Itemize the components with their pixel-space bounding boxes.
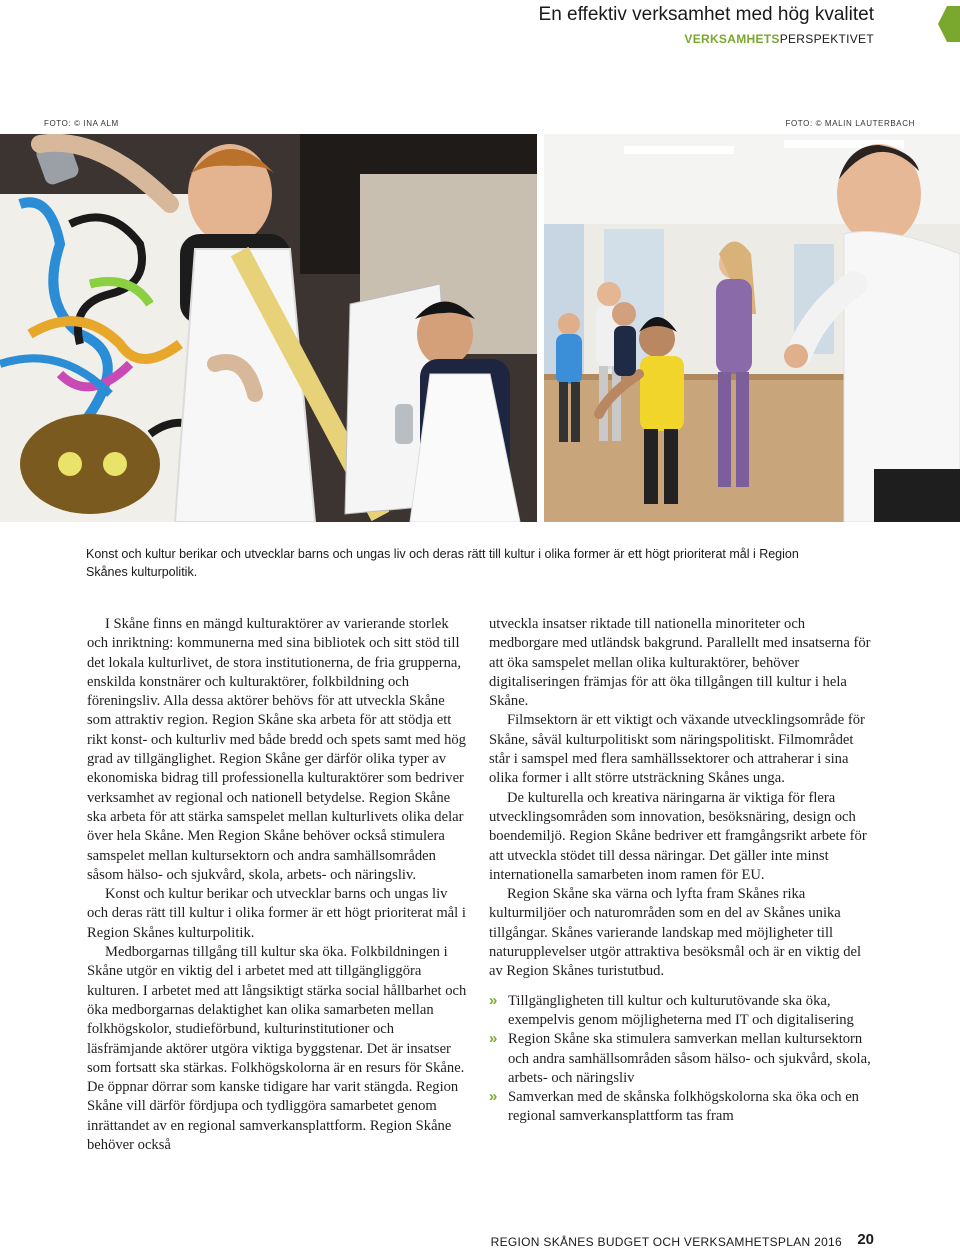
body-paragraph: Filmsektorn är ett viktigt och växande utvecklingsområde för Skåne, såväl kulturpolitiskt som näringspolitiskt. Filmområdet står i samspel med flera samhällssektorer och attraherar i sina olika former i allt större utsträckning Skånes unga. bbox=[489, 712, 865, 787]
photo-dance-class bbox=[544, 134, 960, 522]
footer-text: REGION SKÅNES BUDGET OCH VERKSAMHETSPLAN 2016 bbox=[490, 1235, 842, 1249]
section-label-accent: VERKSAMHETS bbox=[684, 32, 780, 46]
hexagon-badge-icon bbox=[932, 6, 960, 42]
body-column-left bbox=[87, 615, 467, 1155]
list-item bbox=[489, 1030, 877, 1088]
body-paragraph: Konst och kultur berikar och utvecklar barns och ungas liv och deras rätt till kultur i olika former är ett högt prioriterat mål i Region Skånes kulturpolitik. bbox=[87, 886, 466, 941]
list-item-text: Tillgängligheten till kultur och kulturutövande ska öka, exempelvis genom möjligheterna med IT och digitalisering bbox=[508, 992, 854, 1028]
double-chevron-icon: » bbox=[489, 1030, 498, 1048]
list-item bbox=[489, 1088, 877, 1127]
body-column-right bbox=[489, 615, 877, 1127]
double-chevron-icon: » bbox=[489, 991, 498, 1009]
goal-list bbox=[489, 992, 877, 1127]
photo-caption: Konst och kultur berikar och utvecklar barns och ungas liv och deras rätt till kultur i olika former är ett högt prioriterat mål i Region Skånes kulturpolitik. bbox=[86, 547, 799, 579]
body-paragraph: I Skåne finns en mängd kulturaktörer av varierande storlek och inriktning: kommunerna med sina bibliotek och sitt stöd till det lokala kulturlivet, de stora institutionerna, de fria grupperna, enskilda konstnärer och kulturaktörer, folkbildning och föreningsliv. Alla dessa aktörer behövs för att utveckla Skåne som attraktiv region. Region Skåne ska arbeta för att stödja ett rikt konst- och kulturliv med både bredd och spets samt med hög grad av tillgänglighet. Region Skåne ger därför olika typer av ekonomiska bidrag till professionella kulturaktörer som bedriver verksamhet av regional och nationell betydelse. Region Skåne ska arbeta för att stärka samspelet mellan kulturlivets olika delar över hela Skåne. Men Region Skåne behöver också stimulera samspelet mellan kultursektorn och andra samhällsområden såsom hälso- och sjukvård, skola, arbets- och näringsliv. bbox=[87, 616, 466, 883]
double-chevron-icon: » bbox=[489, 1088, 498, 1106]
page-number: 20 bbox=[857, 1231, 874, 1248]
list-item bbox=[489, 992, 877, 1031]
photo-credit-left: FOTO: © INA ALM bbox=[44, 119, 119, 128]
section-label-rest: PERSPEKTIVET bbox=[779, 32, 874, 46]
photo-graffiti-children bbox=[0, 134, 537, 522]
body-paragraph: Region Skåne ska värna och lyfta fram Skånes rika kulturmiljöer och naturområden som en del av Skånes unika tillgångar. Skånes varierande landskap med möjligheter till naturupplevelser utgör attraktiva besöksmål och är en viktig del av Region Skånes turistutbud. bbox=[489, 886, 862, 980]
section-label bbox=[684, 32, 874, 46]
body-paragraph: utveckla insatser riktade till nationella minoriteter och medborgare med utländsk bakgrund. Parallellt med insatserna för att öka samspelet mellan olika kulturaktörer, behöver digitaliseringen främjas för att öka tillgången till kultur i hela Skåne. bbox=[489, 616, 871, 710]
list-item-text: Region Skåne ska stimulera samverkan mellan kultursektorn och andra samhällsområden såsom hälso- och sjukvård, skola, arbets- och näringsliv bbox=[508, 1031, 871, 1086]
list-item-text: Samverkan med de skånska folkhögskolorna ska öka och en regional samverkansplattform tas fram bbox=[508, 1089, 859, 1125]
footer-publication bbox=[491, 1235, 874, 1249]
page-header-title: En effektiv verksamhet med hög kvalitet bbox=[538, 4, 874, 25]
photo-credit-right: FOTO: © MALIN LAUTERBACH bbox=[785, 119, 915, 128]
body-paragraph: De kulturella och kreativa näringarna är viktiga för flera utvecklingsområden som innovation, besöksnäring, design och boendemiljö. Region Skåne bedriver ett framgångsrikt arbete för att utveckla stödet till dessa näringar. Det gäller inte minst internationella samarbeten inom ramen för EU. bbox=[489, 789, 867, 883]
body-paragraph: Medborgarnas tillgång till kultur ska öka. Folkbildningen i Skåne utgör en viktig del i arbetet med att tillgängliggöra kulturen. I arbetet med att långsiktigt stärka social hållbarhet och öka medborgarnas delaktighet kan olika samarbeten mellan folkhögskolor, studieförbund, kulturinstitutioner och läsfrämjande aktörer utgöra viktiga byggstenar. Det är insatser som fortsatt ska stärkas. Folkhögskolorna är en resurs för Skåne. De öppnar dörrar som kanske tidigare har varit stängda. Region Skåne vill därför fördjupa och tydliggöra samarbetet genom inrättandet av en regional samverkansplattform. Region Skåne behöver också bbox=[87, 944, 467, 1154]
